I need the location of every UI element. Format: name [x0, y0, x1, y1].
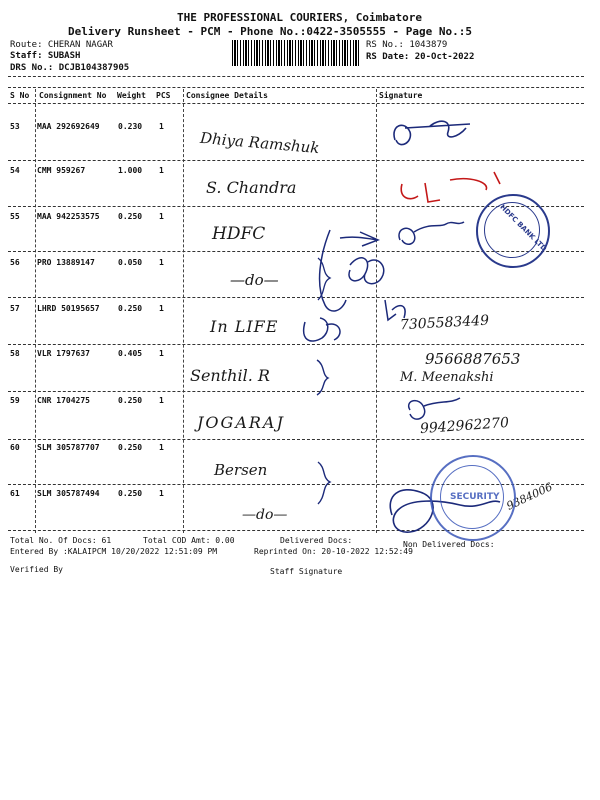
row-consignment: VLR 1797637 [37, 349, 90, 358]
col-header-details: Consignee Details [186, 91, 268, 100]
row-weight: 0.050 [118, 258, 143, 267]
runsheet-title: Delivery Runsheet - PCM - Phone No.:0422-3505555 - Page No.:5 [68, 25, 472, 38]
handwritten-name: HDFC [212, 224, 266, 244]
company-title: THE PROFESSIONAL COURIERS, Coimbatore [177, 11, 423, 24]
handwritten-phone: 7305583449 [399, 312, 490, 334]
row-pcs: 1 [159, 304, 164, 313]
handwritten-phone: 9566887653 [425, 350, 521, 368]
handwritten-signature-name: M. Meenakshi [400, 370, 494, 385]
handwritten-phone: 9942962270 [419, 414, 510, 438]
row-weight: 0.250 [118, 396, 143, 405]
staff-signature: Staff Signature [270, 567, 343, 576]
handwritten-name: Dhiya Ramshuk [199, 128, 321, 158]
row-weight: 0.250 [118, 443, 143, 452]
row-consignment: SLM 305787494 [37, 489, 100, 498]
row-sno: 59 [10, 396, 20, 405]
rs-date: RS Date: 20-Oct-2022 [366, 52, 475, 62]
col-header-consignment: Consignment No [39, 91, 107, 100]
row-pcs: 1 [159, 122, 164, 131]
row-consignment: MAA 942253575 [37, 212, 100, 221]
security-stamp-text: SECURITY [450, 492, 500, 502]
hdfc-stamp [476, 194, 550, 268]
row-weight: 0.250 [118, 212, 143, 221]
col-header-sno: S No [10, 91, 30, 100]
row-weight: 1.000 [118, 166, 143, 175]
non-delivered-docs: Non Delivered Docs: [403, 540, 495, 549]
handwritten-ditto: —do— [230, 271, 279, 289]
rs-number: RS No.: 1043879 [366, 40, 448, 50]
row-consignment: MAA 292692649 [37, 122, 100, 131]
row-consignment: LHRD 50195657 [37, 304, 100, 313]
row-sno: 53 [10, 122, 20, 131]
row-pcs: 1 [159, 443, 164, 452]
row-sno: 56 [10, 258, 20, 267]
row-pcs: 1 [159, 396, 164, 405]
handwritten-phone: 9384006 [504, 480, 555, 513]
row-sno: 58 [10, 349, 20, 358]
row-consignment: PRO 13889147 [37, 258, 95, 267]
row-pcs: 1 [159, 489, 164, 498]
row-pcs: 1 [159, 212, 164, 221]
row-pcs: 1 [159, 166, 164, 175]
row-sno: 57 [10, 304, 20, 313]
row-consignment: CNR 1704275 [37, 396, 90, 405]
row-weight: 0.405 [118, 349, 143, 358]
handwritten-name: S. Chandra [206, 178, 297, 197]
handwritten-name: JOGARAJ [197, 413, 285, 432]
row-sno: 54 [10, 166, 20, 175]
total-cod: Total COD Amt: 0.00 [143, 536, 235, 545]
handwritten-name: Senthil. R [190, 366, 270, 385]
row-consignment: SLM 305787707 [37, 443, 100, 452]
row-weight: 0.250 [118, 304, 143, 313]
row-weight: 0.230 [118, 122, 143, 131]
col-header-signature: Signature [379, 91, 423, 100]
reprinted-on: Reprinted On: 20-10-2022 12:52:49 [254, 547, 413, 556]
row-pcs: 1 [159, 258, 164, 267]
security-stamp [430, 455, 516, 541]
col-header-weight: Weight [117, 91, 146, 100]
row-sno: 55 [10, 212, 20, 221]
handwritten-name: In LIFE [210, 317, 279, 336]
entered-by: Entered By :KALAIPCM 10/20/2022 12:51:09 PM [10, 547, 218, 556]
hdfc-stamp-text: HDFC BANK LTD [498, 203, 549, 253]
route-label: Route: CHERAN NAGAR [10, 40, 113, 50]
handwritten-name: Bersen [214, 461, 268, 479]
row-sno: 61 [10, 489, 20, 498]
delivered-docs: Delivered Docs: [280, 536, 353, 545]
row-consignment: CMM 959267 [37, 166, 86, 175]
row-sno: 60 [10, 443, 20, 452]
col-header-pcs: PCS [156, 91, 171, 100]
drs-label: DRS No.: DCJB104387905 [10, 63, 130, 73]
total-docs: Total No. Of Docs: 61 [10, 536, 112, 545]
row-weight: 0.250 [118, 489, 143, 498]
staff-label: Staff: SUBASH [10, 51, 81, 61]
handwritten-ditto: —do— [242, 507, 288, 523]
row-pcs: 1 [159, 349, 164, 358]
verified-by: Verified By [10, 565, 63, 574]
